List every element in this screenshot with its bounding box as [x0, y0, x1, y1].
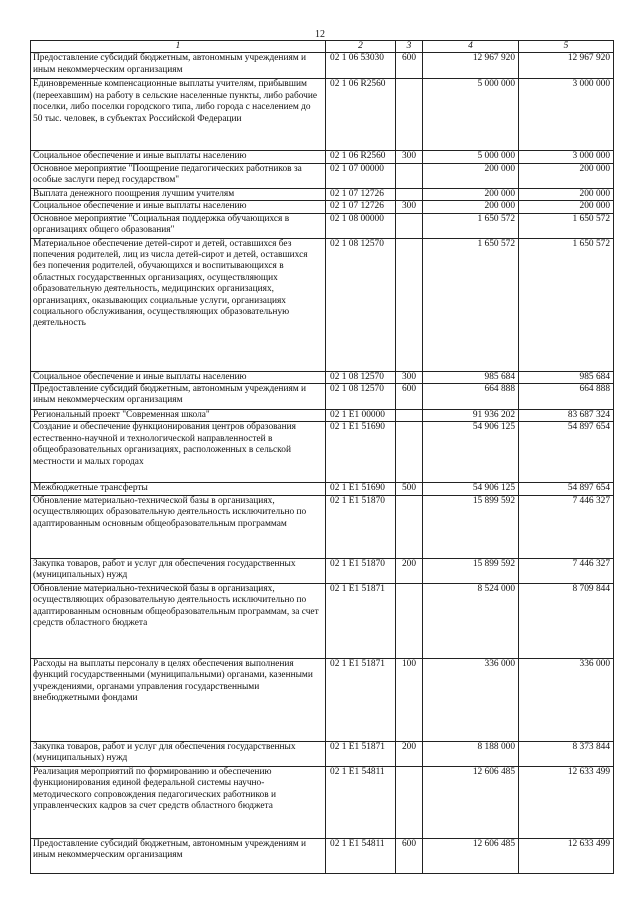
row-code: 02 1 08 00000	[326, 213, 396, 238]
row-code: 02 1 E1 51871	[326, 583, 396, 658]
row-expense-type	[396, 79, 423, 151]
row-code: 02 1 07 00000	[326, 163, 396, 188]
row-expense-type: 100	[396, 658, 423, 741]
row-code: 02 1 08 12570	[326, 238, 396, 371]
row-amount-year-2: 54 897 654	[519, 483, 614, 495]
row-amount-year-2: 8 373 844	[519, 741, 614, 766]
row-expense-type: 300	[396, 151, 423, 163]
row-amount-year-1: 91 936 202	[423, 410, 519, 422]
row-amount-year-2: 12 633 499	[519, 766, 614, 838]
row-expense-type	[396, 422, 423, 483]
row-code: 02 1 E1 54811	[326, 766, 396, 838]
table-header-row	[31, 41, 614, 53]
column-header: 4	[423, 41, 519, 53]
row-expense-type: 500	[396, 483, 423, 495]
row-expense-type: 300	[396, 371, 423, 383]
table-row	[31, 410, 614, 422]
table-row	[31, 188, 614, 200]
row-amount-year-1: 985 684	[423, 371, 519, 383]
row-name: Основное мероприятие "Социальная поддержка обучающихся в организациях общего образования"	[31, 213, 326, 238]
row-expense-type: 200	[396, 741, 423, 766]
row-amount-year-2: 200 000	[519, 201, 614, 213]
row-expense-type: 600	[396, 838, 423, 873]
table-row	[31, 371, 614, 383]
row-amount-year-2: 3 000 000	[519, 151, 614, 163]
table-row	[31, 422, 614, 483]
row-name: Расходы на выплаты персоналу в целях обеспечения выполнения функций государственными (муниципальными) органами, казенными учреждениями, органами управления государственными внебюджетными фондами	[31, 658, 326, 741]
row-code: 02 1 E1 54811	[326, 838, 396, 873]
table-row	[31, 495, 614, 558]
row-amount-year-1: 12 606 485	[423, 766, 519, 838]
row-expense-type	[396, 766, 423, 838]
table-row	[31, 838, 614, 873]
row-expense-type	[396, 163, 423, 188]
row-code: 02 1 E1 51690	[326, 483, 396, 495]
row-expense-type: 600	[396, 53, 423, 79]
row-amount-year-2: 3 000 000	[519, 79, 614, 151]
table-row	[31, 741, 614, 766]
row-amount-year-2: 8 709 844	[519, 583, 614, 658]
row-amount-year-1: 336 000	[423, 658, 519, 741]
row-code: 02 1 E1 00000	[326, 410, 396, 422]
row-expense-type	[396, 583, 423, 658]
page-number: 12	[315, 29, 325, 40]
table-row	[31, 53, 614, 79]
row-expense-type	[396, 495, 423, 558]
row-name: Обновление материально-технической базы в организациях, осуществляющих образовательную деятельность исключительно по адаптированным основным общеобразовательным программам	[31, 495, 326, 558]
row-amount-year-1: 12 967 920	[423, 53, 519, 79]
row-amount-year-1: 200 000	[423, 188, 519, 200]
row-code: 02 1 E1 51870	[326, 558, 396, 583]
row-expense-type: 300	[396, 201, 423, 213]
row-code: 02 1 E1 51871	[326, 658, 396, 741]
row-amount-year-2: 985 684	[519, 371, 614, 383]
row-code: 02 1 07 12726	[326, 188, 396, 200]
row-amount-year-1: 54 906 125	[423, 483, 519, 495]
table-row	[31, 384, 614, 410]
row-amount-year-2: 200 000	[519, 188, 614, 200]
table-row	[31, 79, 614, 151]
row-name: Социальное обеспечение и иные выплаты населению	[31, 201, 326, 213]
row-amount-year-1: 200 000	[423, 201, 519, 213]
row-amount-year-1: 54 906 125	[423, 422, 519, 483]
table-row	[31, 163, 614, 188]
row-amount-year-1: 8 188 000	[423, 741, 519, 766]
row-amount-year-2: 664 888	[519, 384, 614, 410]
row-name: Межбюджетные трансферты	[31, 483, 326, 495]
row-name: Закупка товаров, работ и услуг для обеспечения государственных (муниципальных) нужд	[31, 558, 326, 583]
row-expense-type: 600	[396, 384, 423, 410]
row-name: Материальное обеспечение детей-сирот и детей, оставшихся без попечения родителей, лиц из числа детей-сирот и детей, оставшихся без попечения родителей, обучающихся и воспитывающихся в областных государственных организациях, осуществляющих образовательную деятельность, медицинских организациях, организациях, оказывающих социальные услуги, организациях социального обслуживания, осуществляющих образовательную деятельность	[31, 238, 326, 371]
row-name: Социальное обеспечение и иные выплаты населению	[31, 371, 326, 383]
row-amount-year-1: 200 000	[423, 163, 519, 188]
row-amount-year-1: 12 606 485	[423, 838, 519, 873]
table-row	[31, 558, 614, 583]
row-amount-year-2: 336 000	[519, 658, 614, 741]
row-code: 02 1 08 12570	[326, 371, 396, 383]
column-header: 3	[396, 41, 423, 53]
row-amount-year-1: 5 000 000	[423, 151, 519, 163]
row-name: Региональный проект "Современная школа"	[31, 410, 326, 422]
row-name: Социальное обеспечение и иные выплаты населению	[31, 151, 326, 163]
row-amount-year-1: 15 899 592	[423, 558, 519, 583]
row-amount-year-2: 1 650 572	[519, 213, 614, 238]
row-amount-year-1: 1 650 572	[423, 238, 519, 371]
row-amount-year-2: 200 000	[519, 163, 614, 188]
row-amount-year-1: 15 899 592	[423, 495, 519, 558]
row-amount-year-1: 1 650 572	[423, 213, 519, 238]
row-code: 02 1 06 R2560	[326, 151, 396, 163]
row-amount-year-2: 7 446 327	[519, 558, 614, 583]
row-expense-type: 200	[396, 558, 423, 583]
row-name: Основное мероприятие "Поощрение педагогических работников за особые заслуги перед государством"	[31, 163, 326, 188]
row-name: Создание и обеспечение функционирования центров образования естественно-научной и технологической направленностей в общеобразовательных организациях, расположенных в сельской местности и малых городах	[31, 422, 326, 483]
row-amount-year-2: 83 687 324	[519, 410, 614, 422]
column-header: 1	[31, 41, 326, 53]
row-name: Предоставление субсидий бюджетным, автономным учреждениям и иным некоммерческим организациям	[31, 384, 326, 410]
row-name: Единовременные компенсационные выплаты учителям, прибывшим (переехавшим) на работу в сельские населенные пункты, либо рабочие поселки, либо поселки городского типа, либо города с населением до 50 тыс. человек, в субъектах Российской Федерации	[31, 79, 326, 151]
row-name: Закупка товаров, работ и услуг для обеспечения государственных (муниципальных) нужд	[31, 741, 326, 766]
table-row	[31, 583, 614, 658]
row-expense-type	[396, 213, 423, 238]
row-amount-year-2: 12 967 920	[519, 53, 614, 79]
row-amount-year-1: 8 524 000	[423, 583, 519, 658]
row-name: Предоставление субсидий бюджетным, автономным учреждениям и иным некоммерческим организациям	[31, 838, 326, 873]
row-code: 02 1 06 R2560	[326, 79, 396, 151]
row-expense-type	[396, 238, 423, 371]
row-amount-year-1: 664 888	[423, 384, 519, 410]
row-name: Выплата денежного поощрения лучшим учителям	[31, 188, 326, 200]
row-name: Предоставление субсидий бюджетным, автономным учреждениям и иным некоммерческим организациям	[31, 53, 326, 79]
row-code: 02 1 E1 51871	[326, 741, 396, 766]
row-amount-year-1: 5 000 000	[423, 79, 519, 151]
row-code: 02 1 E1 51870	[326, 495, 396, 558]
row-amount-year-2: 1 650 572	[519, 238, 614, 371]
row-expense-type	[396, 410, 423, 422]
row-code: 02 1 06 53030	[326, 53, 396, 79]
column-header: 5	[519, 41, 614, 53]
row-name: Реализация мероприятий по формированию и обеспечению функционирования единой федеральной системы научно-методического сопровождения педагогических работников и управленческих кадров за счет средств областного бюджета	[31, 766, 326, 838]
row-amount-year-2: 54 897 654	[519, 422, 614, 483]
table-row	[31, 483, 614, 495]
row-expense-type	[396, 188, 423, 200]
table-row	[31, 151, 614, 163]
table-row	[31, 213, 614, 238]
row-code: 02 1 08 12570	[326, 384, 396, 410]
column-header: 2	[326, 41, 396, 53]
row-code: 02 1 07 12726	[326, 201, 396, 213]
row-code: 02 1 E1 51690	[326, 422, 396, 483]
table-row	[31, 658, 614, 741]
row-amount-year-2: 12 633 499	[519, 838, 614, 873]
table-row	[31, 201, 614, 213]
table-row	[31, 766, 614, 838]
budget-table	[30, 40, 614, 874]
row-name: Обновление материально-технической базы в организациях, осуществляющих образовательную деятельность исключительно по адаптированным основным общеобразовательным программам, за счет средств областного бюджета	[31, 583, 326, 658]
row-amount-year-2: 7 446 327	[519, 495, 614, 558]
table-row	[31, 238, 614, 371]
